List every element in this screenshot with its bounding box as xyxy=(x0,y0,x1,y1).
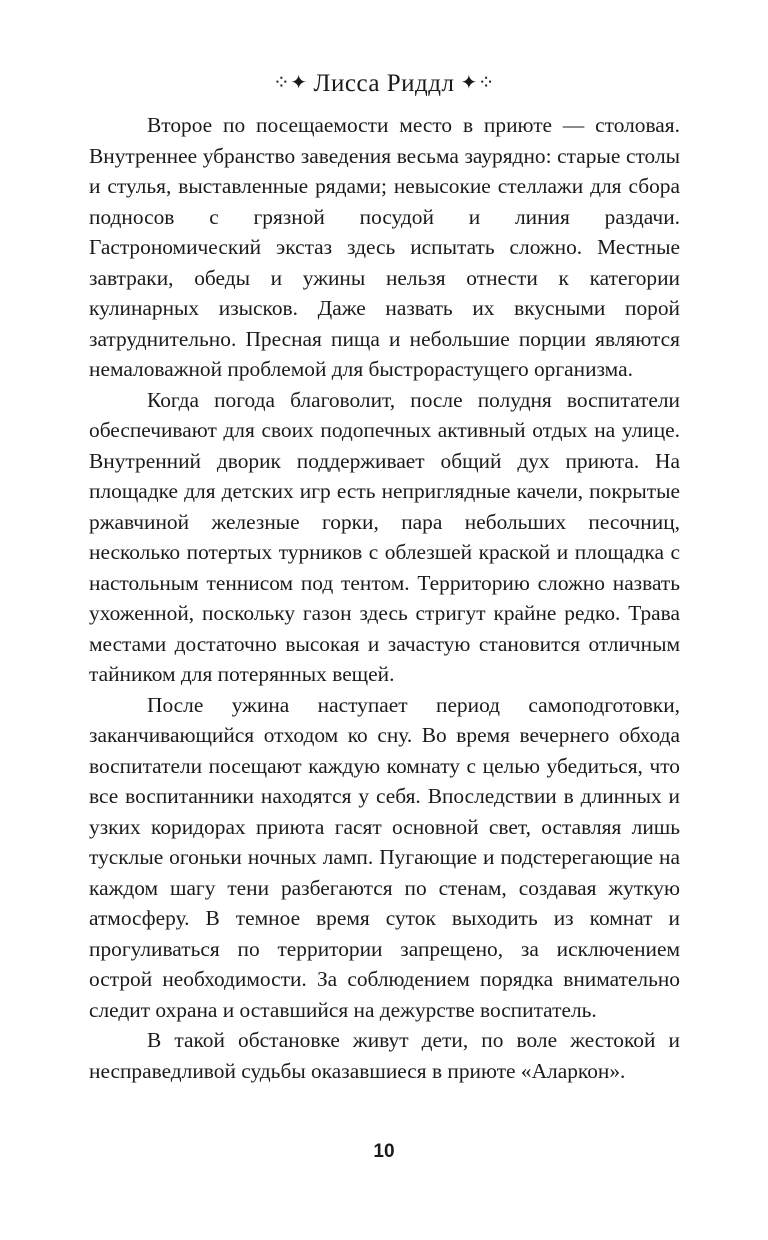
paragraph-3: После ужина наступает период самоподготовки, заканчивающийся отходом ко сну. Во время вечернего обхода воспитатели посещают каждую комнату с целью убедиться, что все воспитанники находятся у себя. Впоследствии в длинных и узких коридорах приюта гасят основной свет, оставляя лишь тусклые огоньки ночных ламп. Пугающие и подстерегающие на каждом шагу тени разбегаются по стенам, создавая жуткую атмосферу. В темное время суток выходить из комнат и прогуливаться по территории запрещено, за исключением острой необходимости. За соблюдением порядка внимательно следит охрана и оставшийся на дежурстве воспитатель. xyxy=(89,692,680,1022)
paragraph-2: Когда погода благоволит, после полудня воспитатели обеспечивают для своих подопечных активный отдых на улице. Внутренний дворик поддерживает общий дух приюта. На площадке для детских игр есть неприглядные качели, покрытые ржавчиной железные горки, пара небольших песочниц, несколько потертых турников с облезшей краской и площадка с настольным теннисом под тентом. Территорию сложно назвать ухоженной, поскольку газон здесь стригут крайне редко. Трава местами достаточно высокая и зачастую становится отличным тайником для потерянных вещей. xyxy=(89,387,680,686)
ornament-left-icon: ⁘✦ xyxy=(273,72,308,94)
paragraph-4: В такой обстановке живут дети, по воле жестокой и несправедливой судьбы оказавшиеся в приюте «Аларкон». xyxy=(89,1028,680,1083)
ornament-right-icon: ✦⁘ xyxy=(460,72,495,94)
author-name: Лисса Риддл xyxy=(313,70,455,97)
paragraph-1: Второе по посещаемости место в приюте — столовая. Внутреннее убранство заведения весьма заурядно: старые столы и стулья, выставленные рядами; невысокие стеллажи для сбора подносов с грязной посудой и линия раздачи. Гастрономический экстаз здесь испытать сложно. Местные завтраки, обеды и ужины нельзя отнести к категории кулинарных изысков. Даже назвать их вкусными порой затруднительно. Пресная пища и небольшие порции являются немаловажной проблемой для быстрорастущего организма. xyxy=(89,113,680,381)
body-text xyxy=(89,110,680,1086)
running-header xyxy=(0,70,768,98)
page-number: 10 xyxy=(373,1141,395,1162)
